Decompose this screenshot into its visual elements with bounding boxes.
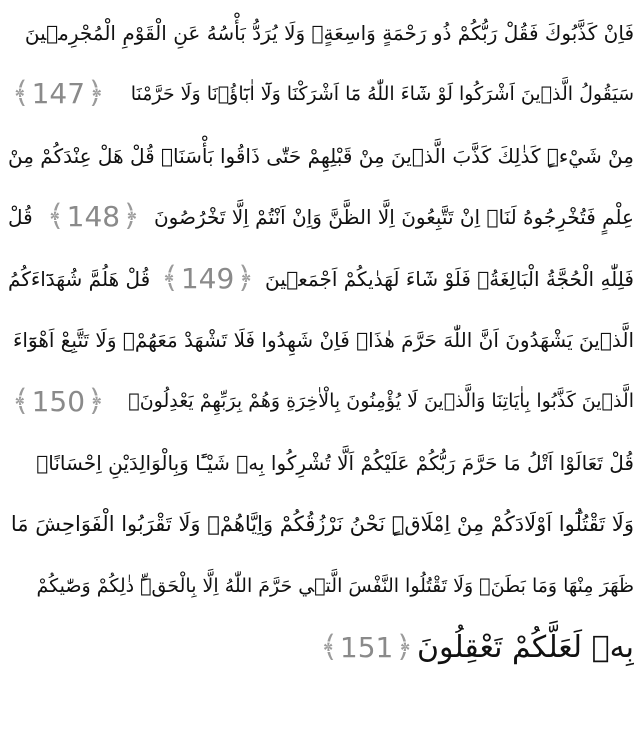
verse-line-1: [8, 2, 634, 64]
verse-text: بِه۪ لَعَلَّكُمْ تَعْقِلُونَ: [416, 629, 634, 665]
ayah-number: 151: [339, 630, 394, 664]
verse-text: مِنْ شَيْءٍۜ كَذٰلِكَ كَذَّبَ الَّذ۪ينَ مِنْ قَبْلِهِمْ حَتّٰى ذَاقُوا بَأْسَنَاۜ قُلْ هَلْ عِنْدَكُمْ مِنْ: [8, 143, 634, 168]
ayah-number-marker: [320, 629, 413, 665]
verse-line-10: [8, 556, 634, 618]
verse-text: الَّذ۪ينَ يَشْهَدُونَ اَنَّ اللّٰهَ حَرَّمَ هٰذَاۚ فَاِنْ شَهِدُوا فَلَا تَشْهَدْ مَعَهُمْۚ وَلَا تَتَّبِعْ اَهْوَٓاءَ: [13, 328, 634, 353]
verse-text: قُلْ: [8, 205, 33, 230]
ayah-number-marker: [47, 199, 140, 235]
verse-line-8: [8, 433, 634, 495]
verse-text: ظَهَرَ مِنْهَا وَمَا بَطَنَۚ وَلَا تَقْتُلُوا النَّفْسَ الَّت۪ي حَرَّمَ اللّٰهُ اِلَّا بِالْحَقِّۜ ذٰلِكُمْ وَصّٰيكُمْ: [36, 574, 634, 597]
verse-line-5: [8, 248, 634, 310]
verse-line-11: [8, 617, 634, 679]
ayah-number: 149: [180, 261, 235, 295]
ornament-bracket-right: ﴿: [87, 383, 105, 419]
verse-line-7: [8, 371, 634, 433]
ornament-bracket-left: ﴾: [47, 199, 65, 235]
ayah-number-marker: [161, 260, 254, 296]
verse-text: قُلْ تَعَالَوْا اَتْلُ مَا حَرَّمَ رَبُّكُمْ عَلَيْكُمْ اَلَّا تُشْرِكُوا بِه۪ شَيْـًٔا وَبِالْوَالِدَيْنِ اِحْسَانًاۚ: [36, 451, 634, 476]
ornament-bracket-right: ﴿: [87, 76, 105, 112]
verse-line-6: [8, 310, 634, 372]
verse-line-2: [8, 64, 634, 126]
ornament-bracket-left: ﴾: [12, 76, 30, 112]
ornament-bracket-right: ﴿: [122, 199, 140, 235]
verse-line-9: [8, 494, 634, 556]
ayah-number: 148: [66, 200, 121, 234]
verse-text: عِلْمٍ فَتُخْرِجُوهُ لَنَاۜ اِنْ تَتَّبِعُونَ اِلَّا الظَّنَّ وَاِنْ اَنْتُمْ اِلَّا تَخْرُصُونَ: [153, 205, 634, 230]
verse-line-4: [8, 187, 634, 249]
ayah-number-marker: [12, 383, 105, 419]
verse-text: فَلِلّٰهِ الْحُجَّةُ الْبَالِغَةُۚ فَلَوْ شَٓاءَ لَهَدٰيكُمْ اَجْمَع۪ينَ: [264, 266, 634, 291]
ornament-bracket-left: ﴾: [320, 629, 338, 665]
ayah-number: 150: [31, 384, 86, 418]
ayah-number-marker: [12, 76, 105, 112]
verse-line-3: [8, 125, 634, 187]
ornament-bracket-left: ﴾: [161, 260, 179, 296]
ornament-bracket-right: ﴿: [236, 260, 254, 296]
ornament-bracket-right: ﴿: [395, 629, 413, 665]
verse-text: فَاِنْ كَذَّبُوكَ فَقُلْ رَبُّكُمْ ذُو رَحْمَةٍ وَاسِعَةٍۚ وَلَا يُرَدُّ بَأْسُهُ عَنِ الْقَوْمِ الْمُجْرِم۪ينَ: [24, 20, 634, 45]
verse-text: قُلْ هَلُمَّ شُهَدَٓاءَكُمُ: [8, 266, 151, 291]
verse-text: سَيَقُولُ الَّذ۪ينَ اَشْرَكُوا لَوْ شَٓاءَ اللّٰهُ مَٓا اَشْرَكْنَا وَلَٓا اٰبَٓاؤُ۬نَا وَلَا حَرَّمْنَا: [130, 82, 634, 105]
verse-text: وَلَا تَقْتُلُٓوا اَوْلَادَكُمْ مِنْ اِمْلَاقٍۜ نَحْنُ نَرْزُقُكُمْ وَاِيَّاهُمْۚ وَلَا تَقْرَبُوا الْفَوَاحِشَ مَا: [10, 512, 634, 537]
verse-text: الَّذ۪ينَ كَذَّبُوا بِاٰيَاتِنَا وَالَّذ۪ينَ لَا يُؤْمِنُونَ بِالْاٰخِرَةِ وَهُمْ بِرَبِّهِمْ يَعْدِلُونَ۟: [128, 390, 634, 413]
ornament-bracket-left: ﴾: [12, 383, 30, 419]
ayah-number: 147: [31, 77, 86, 111]
